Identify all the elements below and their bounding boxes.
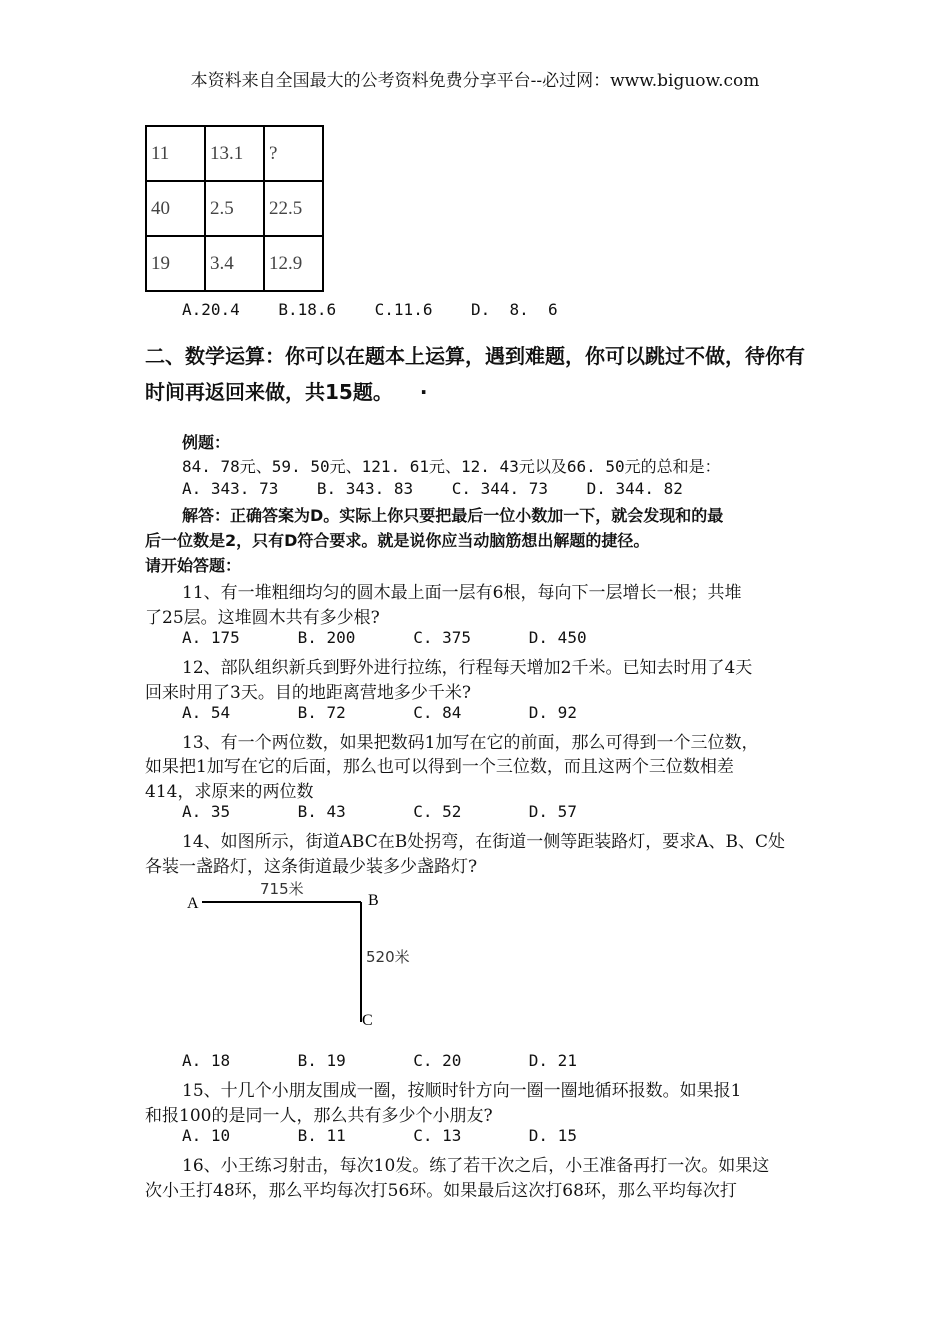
q15-options: A. 10 B. 11 C. 13 D. 15 [182,1126,577,1145]
q14-line-1: 14、如图所示，街道ABC在B处拐弯，在街道一侧等距装路灯，要求A、B、C处 [182,832,785,852]
q11-line-2: 了25层。这堆圆木共有多少根? [145,608,380,628]
grid-cell: 11 [146,126,205,181]
grid-cell: 22.5 [264,181,323,236]
grid-cell: 13.1 [205,126,264,181]
q12-options: A. 54 B. 72 C. 84 D. 92 [182,703,577,722]
grid-cell: 12.9 [264,236,323,291]
q11-line-1: 11、有一堆粗细均匀的圆木最上面一层有6根，每向下一层增长一根；共堆 [182,583,742,603]
q15-line-2: 和报100的是同一人，那么共有多少个小朋友? [145,1106,493,1126]
q13-line-1: 13、有一个两位数，如果把数码1加写在它的前面，那么可得到一个三位数， [182,733,759,753]
example-question: 84. 78元、59. 50元、121. 61元、12. 43元以及66. 50元的总和是： [182,457,721,476]
number-grid [145,125,324,292]
q13-options: A. 35 B. 43 C. 52 D. 57 [182,802,577,821]
grid-cell: 2.5 [205,181,264,236]
q16-line-1: 16、小王练习射击，每次10发。练了若干次之后，小王准备再打一次。如果这 [182,1156,770,1176]
grid-cell: 19 [146,236,205,291]
segment-ab-length: 715米 [260,880,304,898]
q15-line-1: 15、十几个小朋友围成一圈，按顺时针方向一圈一圈地循环报数。如果报1 [182,1081,742,1101]
point-a-label: A [187,895,199,912]
section-title [145,338,815,410]
start-label: 请开始答题： [145,556,242,575]
section-title-text: 二、数学运算：你可以在题本上运算，遇到难题，你可以跳过不做，待你有时间再返回来做，共15题。 [145,344,805,404]
point-b-label: B [368,892,379,909]
section-dot: · [419,380,428,404]
example-label: 例题： [182,433,231,452]
street-diagram [180,875,440,1035]
page-header: 本资料来自全国最大的公考资料免费分享平台--必过网：www.biguow.com [190,71,760,91]
q11-options: A. 175 B. 200 C. 375 D. 450 [182,628,587,647]
answer-line-1: 解答：正确答案为D。实际上你只要把最后一位小数加一下，就会发现和的最 [182,506,724,525]
example-options: A. 343. 73 B. 343. 83 C. 344. 73 D. 344. 82 [182,479,683,498]
q16-line-2: 次小王打48环，那么平均每次打56环。如果最后这次打68环，那么平均每次打 [145,1181,737,1201]
q13-line-2: 如果把1加写在它的后面，那么也可以得到一个三位数，而且这两个三位数相差 [145,757,734,777]
q14-options: A. 18 B. 19 C. 20 D. 21 [182,1051,577,1070]
q14-line-2: 各装一盏路灯，这条街道最少装多少盏路灯? [145,857,478,877]
q12-line-1: 12、部队组织新兵到野外进行拉练，行程每天增加2千米。已知去时用了4天 [182,658,753,678]
segment-bc-length: 520米 [366,948,410,966]
q12-line-2: 回来时用了3天。目的地距离营地多少千米? [145,683,471,703]
grid-cell: 3.4 [205,236,264,291]
grid-options: A.20.4 B.18.6 C.11.6 D. 8. 6 [182,300,558,319]
answer-line-2: 后一位数是2，只有D符合要求。就是说你应当动脑筋想出解题的捷径。 [145,531,650,550]
grid-cell: 40 [146,181,205,236]
point-c-label: C [362,1012,373,1029]
q13-line-3: 414，求原来的两位数 [145,782,314,802]
grid-cell: ? [264,126,323,181]
